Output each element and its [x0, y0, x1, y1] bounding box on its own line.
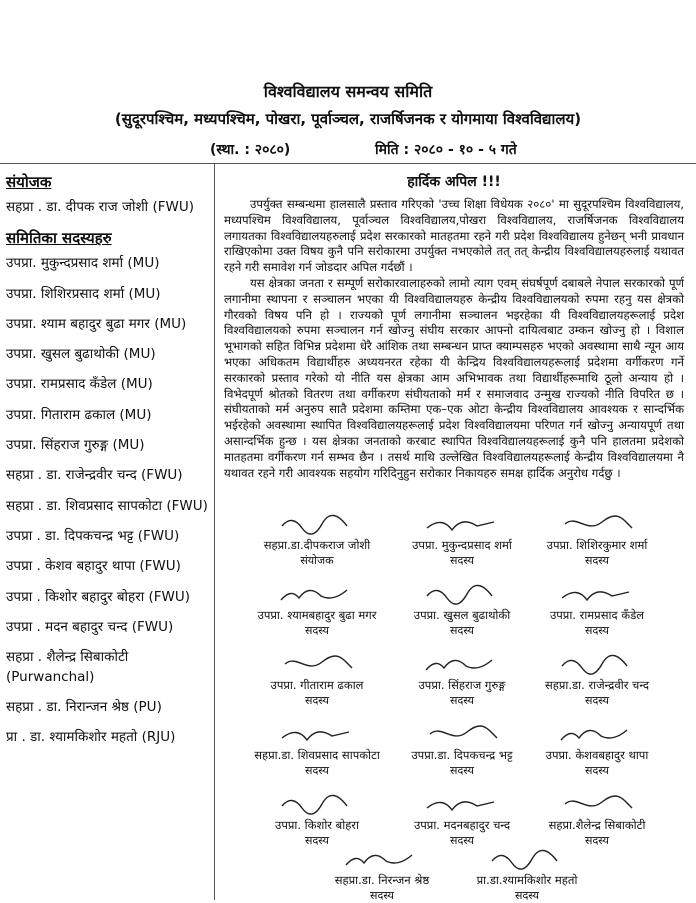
signatory-role: सदस्य [450, 554, 474, 567]
member-item: उपप्रा . मदन बहादुर चन्द (FWU) [6, 618, 174, 635]
signatory-role: सदस्य [305, 624, 329, 637]
signature-scribble-icon [422, 512, 502, 538]
member-item: उपप्रा . केशव बहादुर थापा (FWU) [6, 558, 181, 575]
signatory [387, 722, 537, 778]
coordinator-heading: संयोजक [6, 173, 52, 191]
member-item: उपप्रा . डा. दिपकचन्द्र भट्ट (FWU) [6, 527, 180, 544]
signatory [242, 792, 392, 848]
member-item: सहप्रा . डा. राजेन्द्रवीर चन्द (FWU) [6, 467, 183, 484]
signature-scribble-icon [277, 582, 357, 608]
signature-scribble-icon [422, 582, 502, 608]
member-item: उपप्रा. गिताराम ढकाल (MU) [6, 406, 152, 423]
appeal-paragraph: उपर्युक्त सम्बन्धमा हालसालै प्रस्ताव गरिएको 'उच्च शिक्षा विधेयक २०८०' मा सुदूरपश्चिम विश्वविद्यालय, मध्यपश्चिम विश्वविद्यालय, पूर्वाञ्चल विश्वविद्यालय,पोखरा विश्वविद्यालय, राजर्षिजनक विश्वविद्यालय लगायतका विश्वविद्यालयहरुलाई प्रदेश सरकारको मातहतमा रहने गरी प्रदेश विश्वविद्यालय हुनेछन् भनी प्रावधान राखिएकोमा उक्त विषय कुनै पनि सरोकारमा उपर्युक्त नभएकोले तत् तत् केन्द्रीय विश्वविद्यालयहरुलाई यथावत रहने गरी समावेश गर्न जोडदार अपिल गर्दछौं । [224, 197, 684, 275]
signature-scribble-icon [557, 722, 637, 748]
signatory-name: उपप्रा. किशोर बोहरा [275, 818, 359, 832]
committee-sidebar [6, 166, 211, 753]
universities-subtitle: (सुदूरपश्चिम, मध्यपश्चिम, पोखरा, पूर्वाञ्चल, राजर्षिजनक र योगमाया विश्वविद्यालय) [114, 110, 582, 128]
signatory [522, 792, 672, 848]
signature-scribble-icon [422, 722, 502, 748]
signature-scribble-icon [557, 792, 637, 818]
signatory-name: उपप्रा. खुसल बुढाथोकी [413, 608, 511, 622]
signatory [522, 722, 672, 778]
signatory-role: सदस्य [450, 764, 474, 777]
member-item: उपप्रा. रामप्रसाद कँडेल (MU) [6, 376, 153, 393]
signature-scribble-icon [277, 512, 357, 538]
signatory-role: सदस्य [585, 834, 609, 847]
signatory-role: सदस्य [585, 694, 609, 707]
signatory-role: सदस्य [305, 694, 329, 707]
signatory-role: संयोजक [300, 554, 334, 567]
member-item: सहप्रा . डा. निरान्जन श्रेष्ठ (PU) [6, 699, 162, 716]
signatory-role: सदस्य [450, 834, 474, 847]
signatory-role: सदस्य [305, 764, 329, 777]
established-label: (स्था. : २०८०) [210, 142, 291, 158]
signatory [242, 512, 392, 568]
member-item: उपप्रा. खुसल बुढाथोकी (MU) [6, 346, 156, 363]
signatory-name: सहप्रा.शैलेन्द्र सिबाकोटी [548, 818, 646, 832]
signature-scribble-icon [422, 792, 502, 818]
member-item: उपप्रा. श्याम बहादुर बुढा मगर (MU) [6, 315, 187, 332]
signatory [522, 652, 672, 708]
signatory-role: सदस्य [305, 834, 329, 847]
signatory-role: सदस्य [585, 764, 609, 777]
signatory [387, 512, 537, 568]
signatory [242, 582, 392, 638]
member-item: सहप्रा . डा. शिवप्रसाद सापकोटा (FWU) [6, 497, 208, 514]
signatory-role: सदस्य [515, 889, 539, 902]
signature-scribble-icon [342, 847, 422, 873]
signatory-name: उपप्रा. शिशिरकुमार शर्मा [546, 538, 648, 552]
member-item: उपप्रा. मुकुन्दप्रसाद शर्मा (MU) [6, 255, 160, 272]
signatory-name: उपप्रा. मुकुन्दप्रसाद शर्मा [412, 538, 512, 552]
signatory-name: उपप्रा. श्यामबहादुर बुढा मगर [257, 608, 377, 622]
signatory-name: उपप्रा.डा. दिपकचन्द्र भट्ट [411, 748, 513, 762]
signatory [452, 847, 602, 903]
org-title: विश्वविद्यालय समन्वय समिति [263, 82, 433, 101]
signatory [242, 722, 392, 778]
signatory [522, 582, 672, 638]
signature-scribble-icon [557, 652, 637, 678]
members-heading: समितिका सदस्यहरु [6, 229, 112, 248]
coordinator-name: सहप्रा . डा. दीपक राज जोशी (FWU) [6, 199, 194, 215]
appeal-paragraph: यस क्षेत्रका जनता र सम्पूर्ण सरोकारवालाहरुको लामो त्याग एवम् संघर्षपूर्ण दबाबले नेपाल सरकारको पूर्ण लगानीमा स्थापना र सञ्चालन भएका यी विश्वविद्यालयहरु केन्द्रीय विश्वविद्यालयको रुपमा रहनु यस क्षेत्रको गौरवको विषय पनि हो । राज्यको पूर्ण लगानीमा सञ्चालन भइरहेका यी विश्वविद्यालयहरूलाई प्रदेश विश्वविद्यालयको रुपमा सञ्चालन गर्न खोज्नु संघीय सरकार आफ्नो दायित्वबाट उम्कन खोज्नु हो । विशाल भूभागको सहित विभिन्न प्रदेशमा धेरै आंशिक तथा सम्बन्धन प्राप्त क्याम्पसहरु भएको अवस्थामा साथै न्यून आय भएका अधिकतम विद्यार्थीहरु अध्ययनरत रहेका यी केन्द्रिय विश्वविद्यालयहरूलाई प्रदेशमा वर्गीकरण गर्ने सरकारको प्रस्ताव गरेको यो नीति यस क्षेत्रका आम अभिभावक तथा विद्यार्थीहरूमाथि ठूलो अन्याय हो । विभेदपूर्ण श्रोतको वितरण तथा वर्गीकरण संघीयताको मर्म र समाजवाद उन्मुख राज्यको नीति विपरित छ । संघीयताको मर्म अनुरुप सातै प्रदेशमा कम्तिमा एक–एक ओटा केन्द्रीय विश्वविद्यालय आवश्यक र सान्दर्भिक भईरहेको अवस्थामा स्थापित विश्वविद्यालयहरूलाई प्रदेश विश्वविद्यालयमा परिणत गर्न खोज्नु अन्यायपूर्ण तथा असान्दर्भिक हुन्छ । यस क्षेत्रका जनताको करबाट स्थापित विश्वविद्यालयहरूलाई कुनै पनि हालतमा प्रदेशको मातहतमा वर्गीकरण गर्न सम्भव छैन । तसर्थ माथि उल्लेखित विश्वविद्यालयहरूलाई केन्द्रीय विश्वविद्यालयमा नै यथावत रहने गरी आवश्यक सहयोग गरिदिनुहुन सरोकार निकायहरु समक्ष हार्दिक अनुरोध गर्दछु । [224, 275, 684, 480]
signatory [307, 847, 457, 903]
signature-scribble-icon [277, 722, 357, 748]
signatory-role: सदस्य [450, 624, 474, 637]
appeal-body [224, 166, 684, 481]
signatory-role: सदस्य [585, 554, 609, 567]
signatory-name: उपप्रा. रामप्रसाद कँडेल [549, 608, 645, 622]
signature-scribble-icon [277, 652, 357, 678]
signatory-name: उपप्रा. सिंहराज गुरुङ्ग [418, 678, 506, 692]
signature-scribble-icon [487, 847, 567, 873]
signatory-name: सहप्रा.डा.दीपकराज जोशी [263, 538, 371, 552]
member-item: उपप्रा . किशोर बहादुर बोहरा (FWU) [6, 588, 191, 605]
member-item: प्रा . डा. श्यामकिशोर महतो (RJU) [6, 729, 176, 746]
date-label: मिति : २०८० - १० - ५ गते [375, 142, 517, 158]
signatory-role: सदस्य [370, 889, 394, 902]
signature-scribble-icon [422, 652, 502, 678]
signatory-name: उपप्रा. गीताराम ढकाल [270, 678, 364, 692]
member-item: उपप्रा. सिंहराज गुरुङ्ग (MU) [6, 437, 145, 454]
signatory-role: सदस्य [450, 694, 474, 707]
signatory-role: सदस्य [585, 624, 609, 637]
signature-scribble-icon [277, 792, 357, 818]
signatory-name: सहप्रा.डा. राजेन्द्रवीर चन्द [544, 678, 650, 692]
signatory [387, 792, 537, 848]
member-item: सहप्रा . शैलेन्द्र सिबाकोटी (Purwanchal) [6, 649, 129, 686]
signatory-name: उपप्रा. केशवबहादुर थापा [545, 748, 649, 762]
signature-scribble-icon [557, 582, 637, 608]
appeal-title: हार्दिक अपिल !!! [407, 174, 501, 190]
signatory [387, 582, 537, 638]
signatory-name: प्रा.डा.श्यामकिशोर महतो [476, 873, 578, 887]
sidebar-divider [214, 163, 215, 900]
signatory-name: सहप्रा.डा. शिवप्रसाद सापकोटा [254, 748, 380, 762]
signatory-name: उपप्रा. मदनबहादुर चन्द [413, 818, 511, 832]
signatory-name: सहप्रा.डा. निरन्जन श्रेष्ठ [334, 873, 430, 887]
member-item: उपप्रा. शिशिरप्रसाद शर्मा (MU) [6, 285, 161, 302]
signature-scribble-icon [557, 512, 637, 538]
signature-block [222, 512, 692, 902]
header-divider [0, 163, 696, 164]
signatory [387, 652, 537, 708]
signatory [522, 512, 672, 568]
signatory [242, 652, 392, 708]
